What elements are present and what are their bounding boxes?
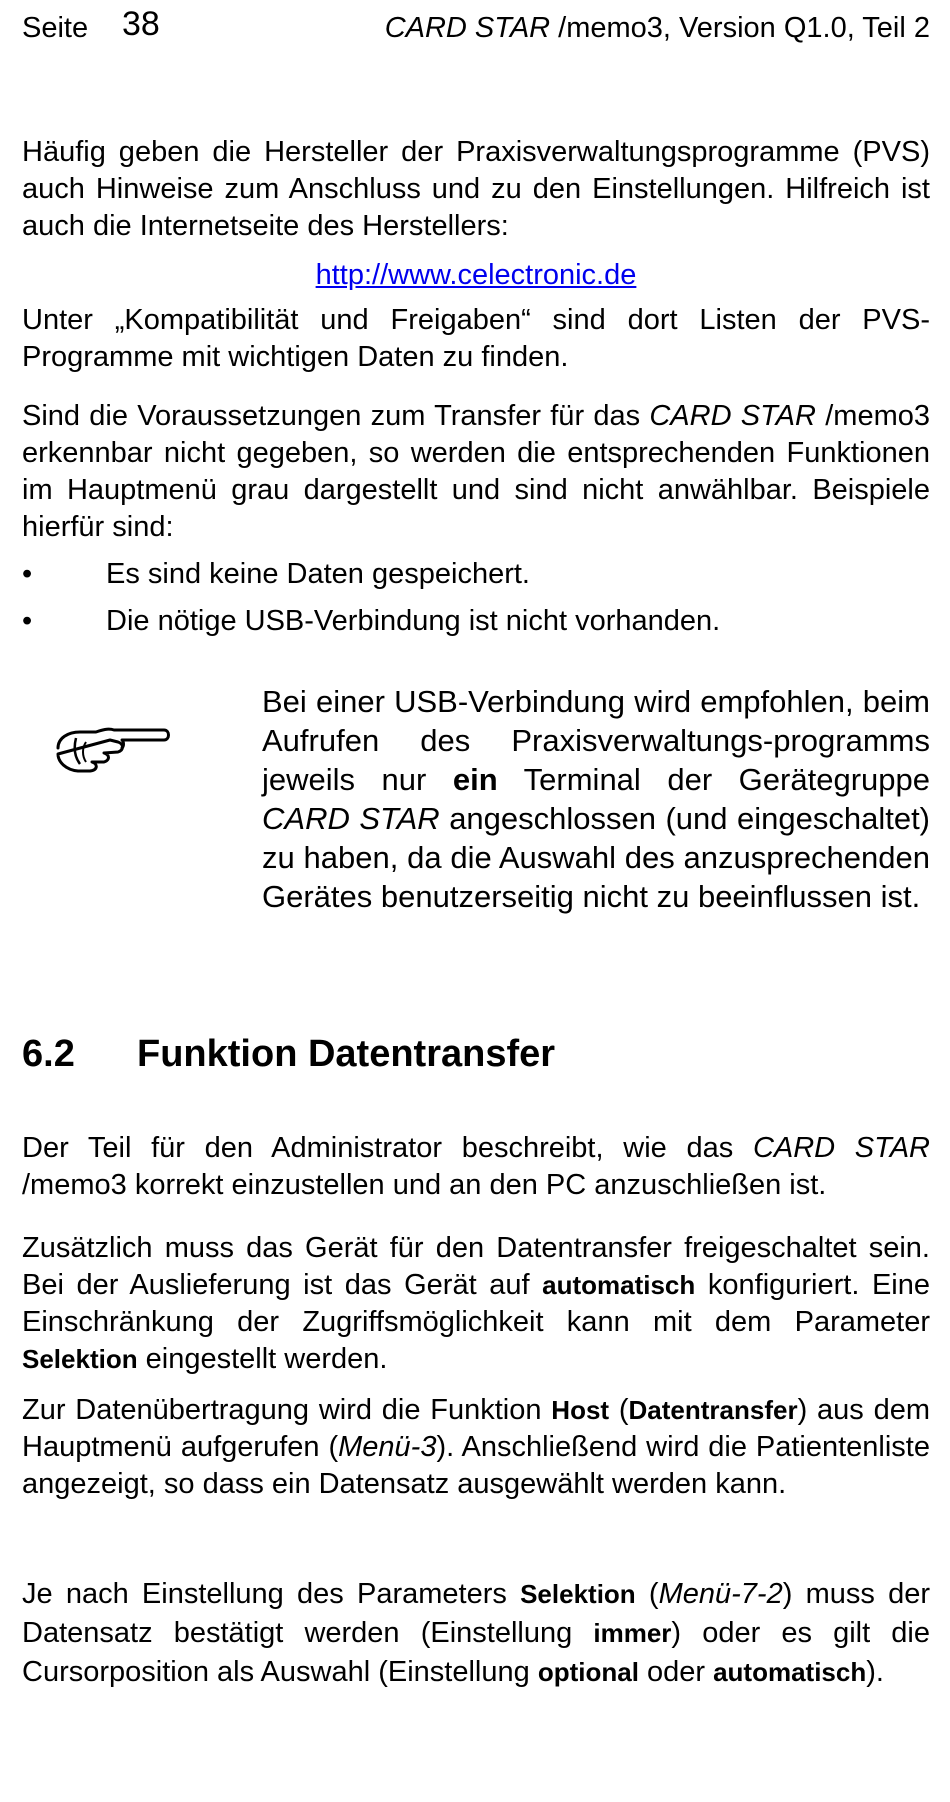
keyword-host: Host — [551, 1395, 610, 1425]
pointing-hand-icon — [52, 720, 172, 780]
keyword-optional: optional — [537, 1657, 639, 1687]
menu-reference: Menü-7-2 — [658, 1578, 783, 1610]
page-label: Seite — [22, 12, 89, 44]
keyword-automatisch: automatisch — [713, 1657, 867, 1687]
paragraph-selection: Je nach Einstellung des Parameters Selektion (Menü-7-2) muss der Datensatz bestätigt werden (Einstellung immer) oder es gilt die Cursorposition als Auswahl (Einstellung optional oder automatisch). — [22, 1578, 931, 1688]
product-name: CARD STAR — [384, 12, 551, 44]
keyword-selektion: Selektion — [520, 1579, 636, 1609]
product-name: CARD STAR — [262, 801, 440, 836]
section-number: 6.2 — [22, 1033, 75, 1075]
paragraph-transfer-requirements: Sind die Voraussetzungen zum Transfer für das CARD STAR /memo3 erkennbar nicht gegeben, so werden die entsprechenden Funktionen im Hauptmenü grau dargestellt und sind nicht anwählbar. Beispiele hierfür sind: — [22, 400, 930, 543]
keyword-immer: immer — [593, 1618, 672, 1648]
section-title: Funktion Datentransfer — [137, 1033, 556, 1075]
product-name: CARD STAR — [649, 400, 816, 432]
usb-note: Bei einer USB-Verbindung wird empfohlen, beim Aufrufen des Praxisverwaltungs-programms jeweils nur ein Terminal der Gerätegruppe CARD STAR angeschlossen (und eingeschaltet) zu haben, da die Auswahl des anzusprechenden Gerätes benutzerseitig nicht zu beeinflussen ist. — [262, 684, 931, 914]
paragraph-compatibility: Unter „Kompatibilität und Freigaben“ sind dort Listen der PVS-Programme mit wichtigen Daten zu finden. — [22, 304, 930, 373]
bullet-icon: • — [22, 558, 33, 590]
document-version: /memo3, Version Q1.0, Teil 2 — [558, 12, 930, 44]
bullet-icon: • — [22, 605, 33, 637]
page-number: 38 — [122, 5, 160, 43]
manufacturer-link[interactable]: http://www.celectronic.de — [315, 259, 637, 291]
menu-reference: Menü-3 — [338, 1431, 437, 1463]
document-title — [385, 8, 930, 48]
product-name: CARD STAR — [752, 1132, 931, 1164]
manufacturer-link-row — [22, 257, 930, 294]
keyword-datentransfer: Datentransfer — [628, 1395, 798, 1425]
paragraph-data-transfer: Zur Datenübertragung wird die Funktion Host (Datentransfer) aus dem Hauptmenü aufgerufen (Menü-3). Anschließend wird die Patientenliste angezeigt, so dass ein Datensatz ausgewählt werden kann. — [22, 1394, 930, 1500]
paragraph-activation: Zusätzlich muss das Gerät für den Datentransfer freigeschaltet sein. Bei der Auslieferung ist das Gerät auf automatisch konfiguriert. Eine Einschränkung der Zugriffsmöglichkeit kann mit dem Parameter Selektion eingestellt werden. — [22, 1232, 931, 1375]
page-header — [22, 5, 930, 48]
keyword-selektion: Selektion — [22, 1344, 138, 1374]
paragraph-pvs-hints: Häufig geben die Hersteller der Praxisverwaltungsprogramme (PVS) auch Hinweise zum Anschluss und zu den Einstellungen. Hilfreich ist auch die Internetseite des Herstellers: — [22, 136, 930, 242]
emphasis-ein: ein — [452, 762, 498, 797]
paragraph-administrator: Der Teil für den Administrator beschreibt, wie das CARD STAR /memo3 korrekt einzustellen und an den PC anzuschließen ist. — [22, 1132, 931, 1201]
keyword-automatisch: automatisch — [542, 1270, 696, 1300]
